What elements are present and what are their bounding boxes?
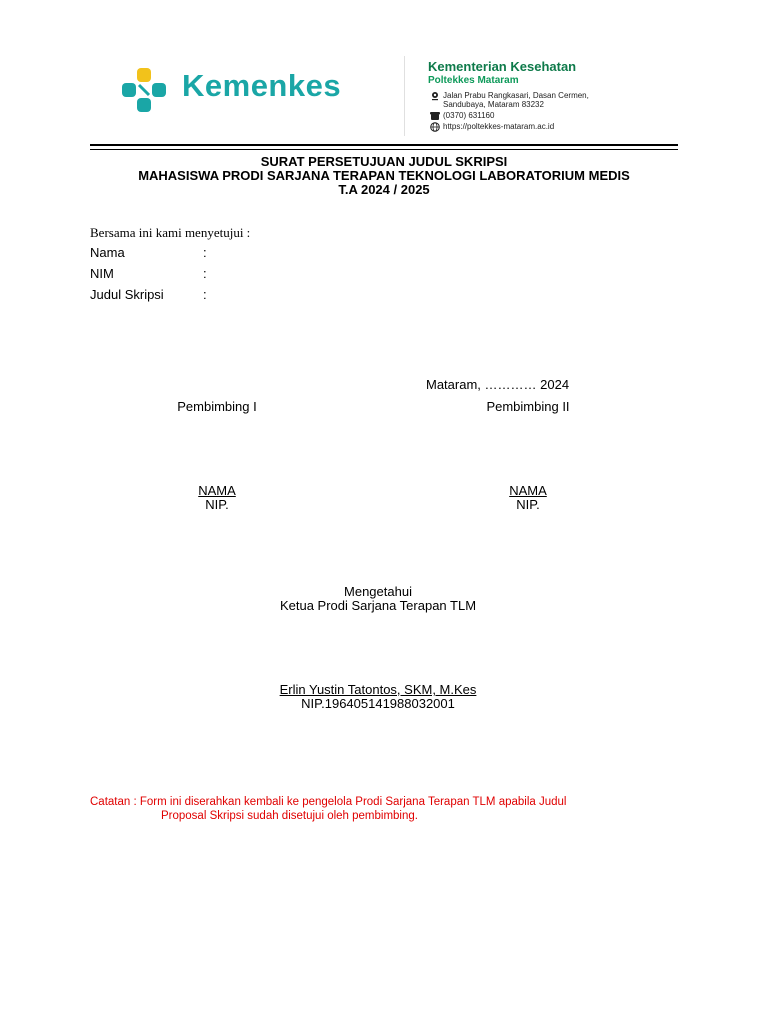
head-role: Ketua Prodi Sarjana Terapan TLM <box>279 598 477 613</box>
footnote-line-2: Proposal Skripsi sudah disetujui oleh pembimbing. <box>161 810 418 822</box>
phone-row <box>430 111 494 121</box>
header-divider <box>404 56 405 136</box>
document-title-line-2: MAHASISWA PRODI SARJANA TERAPAN TEKNOLOGI LABORATORIUM MEDIS <box>138 168 630 183</box>
document-title-line-3: T.A 2024 / 2025 <box>338 182 430 197</box>
footnote-line-1: Catatan : Form ini diserahkan kembali ke pengelola Prodi Sarjana Terapan TLM apabila Judul <box>90 796 567 808</box>
field-colon: : <box>203 245 207 260</box>
place-date: Mataram, ………… 2024 <box>426 377 570 392</box>
field-colon: : <box>203 287 207 302</box>
field-colon: : <box>203 266 207 281</box>
location-icon <box>430 91 440 101</box>
phone-text: (0370) 631160 <box>443 111 495 120</box>
field-label-nama: Nama <box>90 245 125 260</box>
advisor-1-role: Pembimbing I <box>177 399 257 414</box>
head-name: Erlin Yustin Tatontos, SKM, M.Kes <box>279 682 477 697</box>
brand-wordmark: Kemenkes <box>182 68 342 103</box>
kemenkes-logo-icon <box>120 66 168 114</box>
website-row <box>430 122 554 132</box>
org-title: Kementerian Kesehatan <box>428 59 577 74</box>
header-rule-thick <box>90 144 678 146</box>
advisor-2-role: Pembimbing II <box>486 399 570 414</box>
field-label-nim: NIM <box>90 266 114 281</box>
address-block <box>430 91 589 109</box>
advisor-1-nip: NIP. <box>205 497 229 512</box>
head-nip: NIP.196405141988032001 <box>301 696 455 711</box>
address-line-2: Sandubaya, Mataram 83232 <box>443 100 544 109</box>
acknowledge-label: Mengetahui <box>344 584 412 599</box>
intro-text: Bersama ini kami menyetujui : <box>90 225 251 240</box>
advisor-2-nip: NIP. <box>516 497 540 512</box>
phone-icon <box>430 111 440 121</box>
org-subtitle: Poltekkes Mataram <box>428 75 519 86</box>
advisor-1-name: NAMA <box>198 483 236 498</box>
document-title-line-1: SURAT PERSETUJUAN JUDUL SKRIPSI <box>260 154 508 169</box>
globe-icon <box>430 122 440 132</box>
website-link[interactable]: https://poltekkes-mataram.ac.id <box>443 122 555 131</box>
header-rule-thin <box>90 149 678 150</box>
footnote <box>90 795 690 823</box>
advisor-2-name: NAMA <box>509 483 547 498</box>
field-label-judul: Judul Skripsi <box>90 287 164 302</box>
address-line-1: Jalan Prabu Rangkasari, Dasan Cermen, <box>443 91 589 100</box>
